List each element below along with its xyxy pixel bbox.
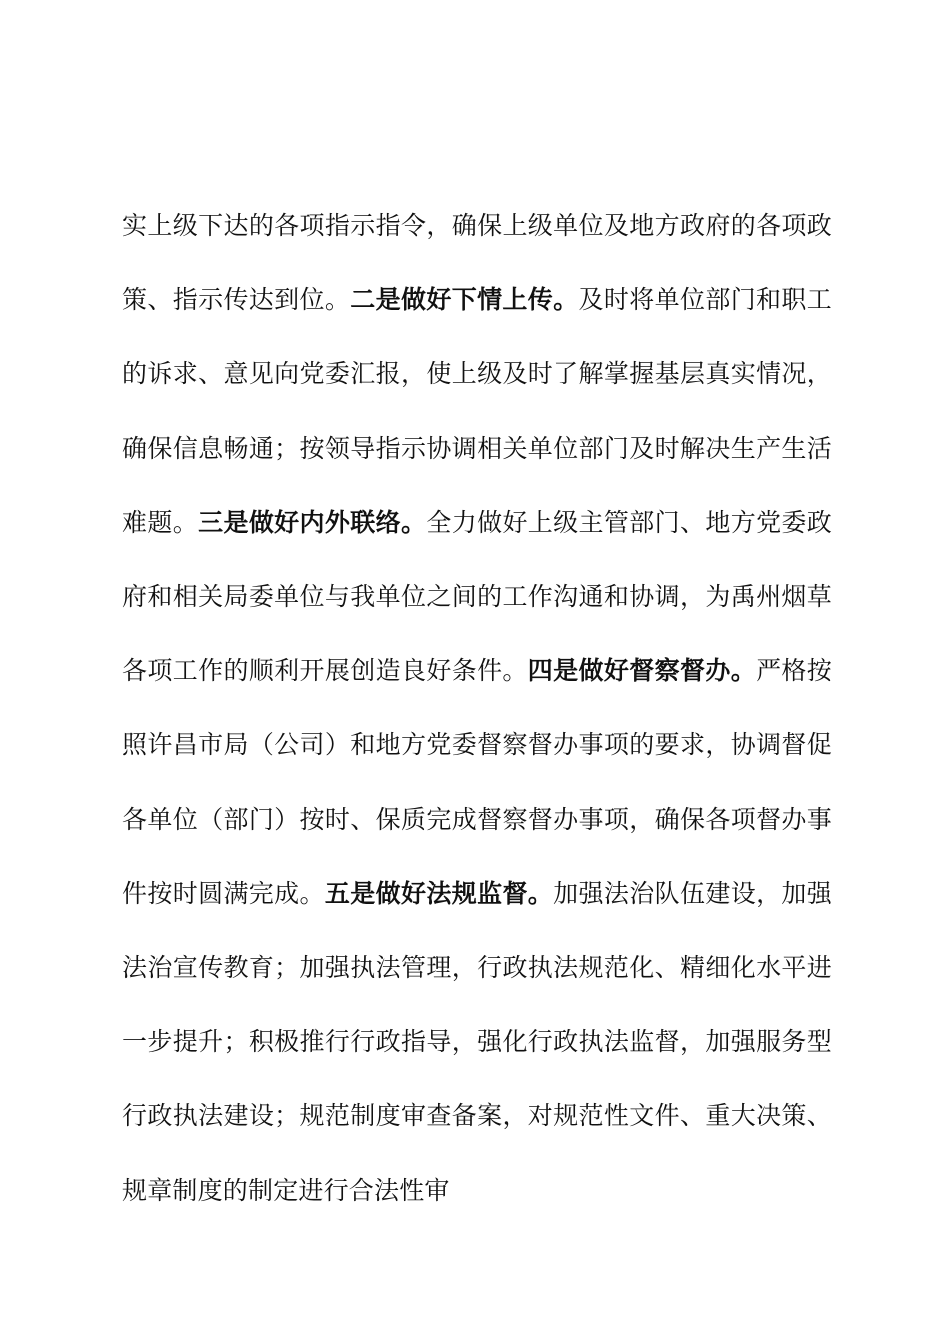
- text-segment: 严格按照许昌市局（公司）和地方党委督察督办事项的要求，协调督促各单位（部门）按时、保质完成督察督办事项，确保各项督办事件按时圆满完成。: [122, 656, 832, 908]
- body-paragraph: [122, 189, 832, 1228]
- text-segment: 及时将单位部门和职工的诉求、意见向党委汇报，使上级及时了解掌握基层真实情况，确保信息畅通；按领导指示协调相关单位部门及时解决生产生活难题。: [122, 285, 832, 537]
- bold-heading-5: 五是做好法规监督。: [324, 878, 554, 908]
- text-segment: 加强法治队伍建设，加强法治宣传教育；加强执法管理，行政执法规范化、精细化水平进一步提升；积极推行行政指导，强化行政执法监督，加强服务型行政执法建设；规范制度审查备案，对规范性文件、重大决策、规章制度的制定进行合法性审: [122, 878, 832, 1205]
- bold-heading-2: 二是做好下情上传。: [350, 285, 579, 315]
- text-segment: 实上级下达的各项指示指令，确保上级单位及地方政府的各项政策、指示传达到位。: [122, 211, 832, 315]
- bold-heading-4: 四是做好督察督办。: [527, 656, 757, 686]
- text-segment: 全力做好上级主管部门、地方党委政府和相关局委单位与我单位之间的工作沟通和协调，为禹州烟草各项工作的顺利开展创造良好条件。: [122, 507, 832, 686]
- bold-heading-3: 三是做好内外联络。: [198, 507, 427, 537]
